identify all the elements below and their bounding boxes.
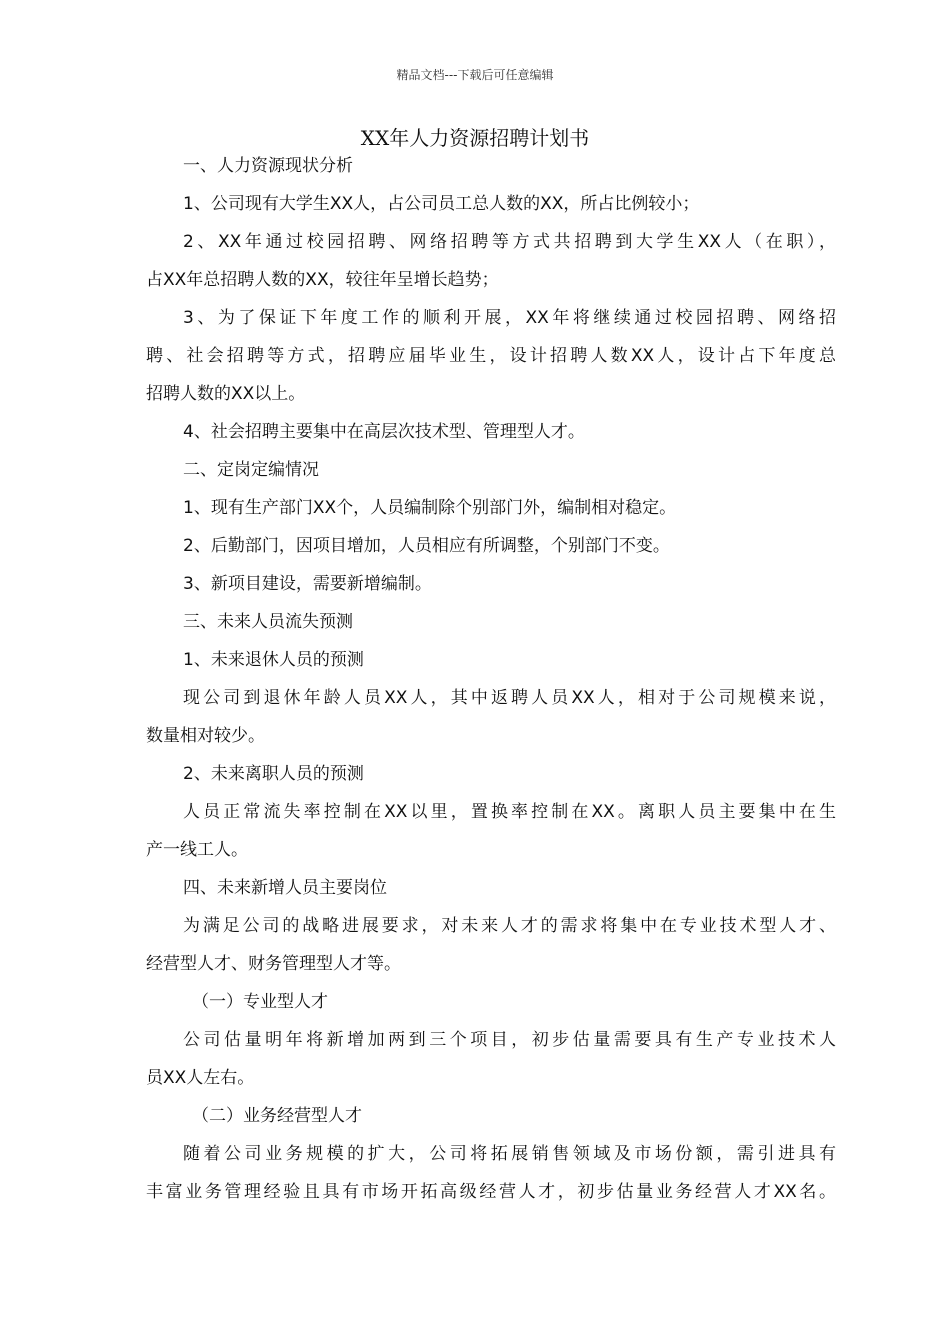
paragraph-line: 招聘人数的XX以上。 [146,384,306,404]
paragraph-line: 2、XX年通过校园招聘、网络招聘等方式共招聘到大学生XX人（在职）， [183,232,836,252]
paragraph-line: 3、为了保证下年度工作的顺利开展，XX年将继续通过校园招聘、网络招 [183,308,836,328]
paragraph-line: 4、社会招聘主要集中在高层次技术型、管理型人才。 [183,422,585,442]
paragraph-line: 随着公司业务规模的扩大，公司将拓展销售领域及市场份额，需引进具有 [183,1144,836,1164]
subsection-heading: （一）专业型人才 [192,992,328,1012]
page-header: 精品文档---下载后可任意编辑 [396,68,554,82]
paragraph-line: 为满足公司的战略进展要求，对未来人才的需求将集中在专业技术型人才、 [183,916,836,936]
paragraph-line: 2、后勤部门，因项目增加，人员相应有所调整，个别部门不变。 [183,536,670,556]
section-heading-1: 一、人力资源现状分析 [183,156,353,176]
paragraph-line: 占XX年总招聘人数的XX，较往年呈增长趋势； [146,270,499,290]
paragraph-line: 丰富业务管理经验且具有市场开拓高级经营人才，初步估量业务经营人才XX名。 [146,1182,836,1202]
paragraph-line: 人员正常流失率控制在XX以里，置换率控制在XX。离职人员主要集中在生 [183,802,836,822]
section-heading-4: 四、未来新增人员主要岗位 [183,878,387,898]
subsection-heading: 1、未来退休人员的预测 [183,650,364,670]
paragraph-line: 产一线工人。 [146,840,248,860]
paragraph-line: 公司估量明年将新增加两到三个项目，初步估量需要具有生产专业技术人 [183,1030,836,1050]
document-body [146,147,836,1211]
section-heading-2: 二、定岗定编情况 [183,460,319,480]
subsection-heading: 2、未来离职人员的预测 [183,764,364,784]
paragraph-line: 1、现有生产部门XX个，人员编制除个别部门外，编制相对稳定。 [183,498,677,518]
paragraph-line: 聘、社会招聘等方式，招聘应届毕业生，设计招聘人数XX人，设计占下年度总 [146,346,836,366]
subsection-heading: （二）业务经营型人才 [192,1106,362,1126]
paragraph-line: 经营型人才、财务管理型人才等。 [146,954,401,974]
paragraph-line: 员XX人左右。 [146,1068,255,1088]
paragraph-line: 3、新项目建设，需要新增编制。 [183,574,432,594]
document-title: XX年人力资源招聘计划书 [360,126,590,150]
paragraph-line: 1、公司现有大学生XX人，占公司员工总人数的XX，所占比例较小； [183,194,700,214]
paragraph-line: 现公司到退休年龄人员XX人，其中返聘人员XX人，相对于公司规模来说， [183,688,836,708]
paragraph-line: 数量相对较少。 [146,726,265,746]
section-heading-3: 三、未来人员流失预测 [183,612,353,632]
